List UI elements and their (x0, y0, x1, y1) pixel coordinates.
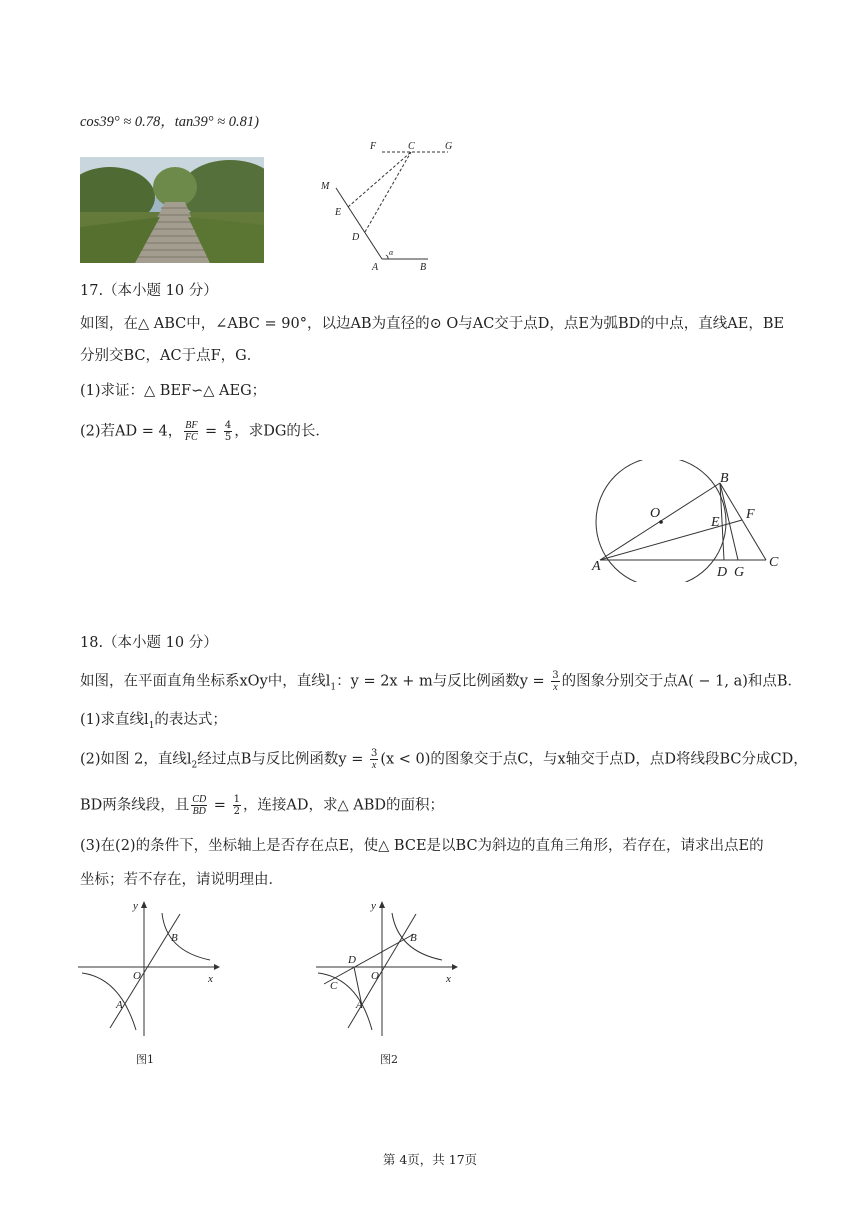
q16-geometry-figure (310, 136, 470, 276)
q18-part2-line2-text-c: ，连接AD，求△ ABD的面积； (242, 797, 445, 814)
label-b: B (410, 932, 417, 944)
q18-part2-line2-text-a: BD两条线段，且 (80, 797, 190, 814)
hyperbola-branch-1 (162, 913, 210, 960)
fraction-cd-bd (191, 794, 207, 817)
label-y: y (371, 900, 376, 912)
label-g: G (734, 565, 745, 580)
q17-heading: 17.（本小题 10 分） (80, 283, 218, 299)
q17-stem-line1: 如图，在△ ABC中，∠ABC = 90°，以边AB为直径的⊙ O与AC交于点D，点E为弧BD的中点，直线AE，BE (80, 316, 785, 332)
label-a: A (372, 262, 379, 273)
q17-part1: (1)求证：△ BEF∽△ AEG； (80, 383, 267, 399)
x-axis-arrow-icon (452, 964, 458, 970)
hyperbola-branch-1 (392, 913, 442, 960)
q18-stem-text-c: 的图象分别交于点A( − 1, a)和点B． (561, 673, 803, 690)
label-d: D (348, 954, 356, 966)
fraction-bf-fc (184, 420, 198, 443)
fraction-3-x (551, 670, 559, 693)
y-axis-arrow-icon (379, 901, 385, 908)
line-dc (365, 152, 411, 232)
label-m: M (321, 181, 330, 192)
y-axis-arrow-icon (141, 901, 147, 908)
label-f: F (746, 507, 755, 522)
q17-part2-text-a: (2)若AD = 4， (80, 423, 183, 440)
label-c: C (769, 555, 779, 570)
hyperbola-branch-3 (82, 973, 136, 1030)
q18-part1-text-a: (1)求直线l (80, 712, 149, 728)
q18-stem-text-b: ：y = 2x + m与反比例函数y = (336, 673, 550, 690)
label-g: G (445, 141, 453, 152)
q18-part2-text-c: (x < 0)的图象交于点C，与x轴交于点D，点D将线段BC分成CD， (380, 751, 808, 768)
q17-part2-text-c: ，求DG的长． (234, 423, 330, 440)
label-b: B (420, 262, 427, 273)
line-bc (720, 483, 766, 560)
q18-stem (80, 670, 802, 697)
label-d: D (352, 232, 360, 243)
label-d: D (717, 565, 728, 580)
label-o: O (371, 970, 379, 982)
page-footer: 第 4页，共 17页 (382, 1152, 478, 1167)
label-x: x (446, 973, 451, 985)
fraction-denominator: x (553, 682, 558, 693)
line-af (600, 520, 742, 560)
label-x: x (208, 973, 213, 985)
line-l2 (324, 934, 414, 984)
label-c: C (408, 141, 415, 152)
subscript: 1 (330, 682, 337, 693)
q18-part2-text-b: 经过点B与反比例函数y = (197, 751, 368, 768)
label-c: C (330, 980, 338, 992)
label-o: O (133, 970, 141, 982)
fraction-numerator: CD (192, 794, 207, 805)
q18-part3-line2: 坐标；若不存在，请说明理由． (80, 872, 283, 888)
fraction-denominator: x (371, 760, 377, 771)
q17-part2 (80, 420, 330, 443)
x-axis-arrow-icon (214, 964, 220, 970)
tan-value: tan39° ≈ 0.81) (174, 114, 259, 130)
q18-part1-text-b: 的表达式； (154, 712, 227, 728)
q18-part2-line1 (80, 748, 808, 775)
q18-part2-line2 (80, 794, 444, 817)
cos-value: cos39° ≈ 0.78 (80, 114, 161, 130)
q18-part2-text-a: (2)如图 2，直线l (80, 751, 192, 768)
fraction-numerator: 4 (224, 420, 232, 431)
label-o: O (650, 506, 661, 521)
q17-circle-figure (588, 460, 788, 582)
separator: ， (160, 114, 175, 130)
line-ma (336, 188, 382, 259)
subscript: 2 (191, 760, 198, 771)
subscript: 1 (148, 720, 155, 731)
label-alpha: α (389, 248, 394, 257)
fraction-numerator: 3 (370, 748, 378, 759)
stairs-photo (80, 157, 264, 263)
q18-figure-1 (76, 896, 226, 1076)
fraction-numerator: 1 (233, 794, 240, 805)
fraction-1-2 (233, 794, 241, 817)
angle-alpha-arc (386, 255, 388, 259)
figure-1-caption: 图1 (136, 1053, 154, 1066)
label-e: E (335, 207, 342, 218)
fraction-numerator: BF (185, 420, 198, 431)
q18-stem-text-a: 如图，在平面直角坐标系xOy中，直线l (80, 673, 331, 690)
label-a: A (356, 999, 363, 1011)
label-y: y (133, 900, 138, 912)
figure-2-caption: 图2 (380, 1053, 398, 1066)
fraction-3-x (370, 748, 378, 771)
fraction-denominator: BD (192, 806, 206, 817)
q18-part1 (80, 710, 227, 736)
equals-sign: = (200, 423, 222, 440)
q18-heading: 18.（本小题 10 分） (80, 635, 218, 651)
line-ec (348, 152, 411, 207)
fraction-denominator: 5 (224, 432, 232, 443)
label-f: F (370, 141, 377, 152)
q18-part3-line1: (3)在(2)的条件下，坐标轴上是否存在点E，使△ BCE是以BC为斜边的直角三角形，若存在，请求出点E的 (80, 838, 764, 854)
fraction-denominator: 2 (233, 806, 240, 817)
q17-stem-line2: 分别交BC，AC于点F，G． (80, 348, 262, 364)
label-a: A (592, 559, 601, 574)
label-a: A (116, 999, 123, 1011)
fraction-4-5 (224, 420, 232, 443)
label-e: E (711, 515, 720, 530)
label-b: B (720, 471, 729, 486)
trig-values-line (80, 112, 259, 132)
q18-figure-2 (314, 896, 464, 1076)
equals-sign: = (209, 797, 231, 814)
fraction-denominator: FC (184, 432, 198, 443)
fraction-numerator: 3 (552, 670, 559, 681)
label-b: B (171, 932, 178, 944)
